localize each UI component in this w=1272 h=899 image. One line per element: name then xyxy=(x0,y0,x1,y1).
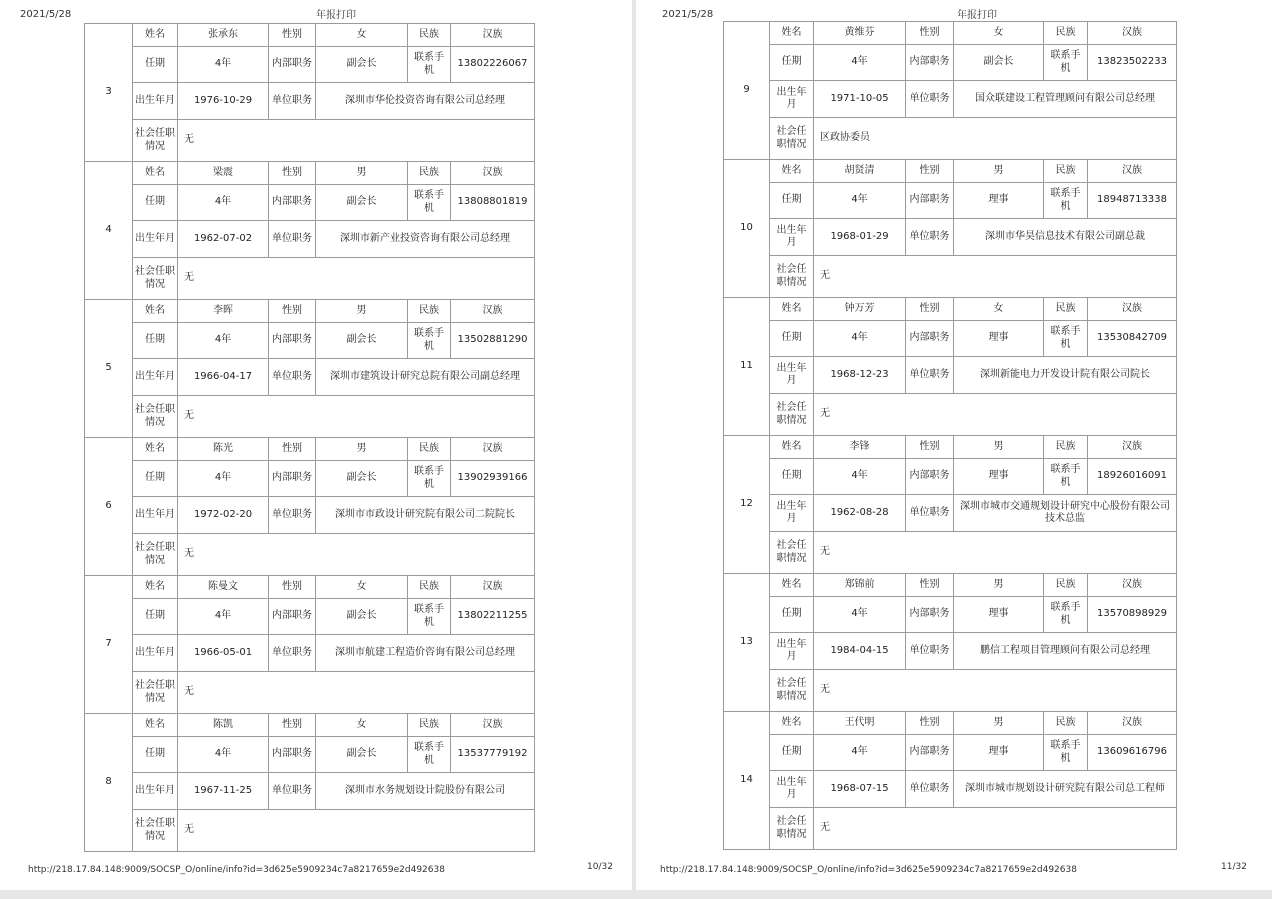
label-internal-post: 内部职务 xyxy=(269,737,316,773)
member-gender: 女 xyxy=(954,298,1044,321)
label-social-post: 社会任职情况 xyxy=(770,532,814,574)
label-gender: 性别 xyxy=(906,160,954,183)
member-gender: 男 xyxy=(954,712,1044,735)
member-birth: 1968-07-15 xyxy=(814,771,906,808)
member-work-post: 深圳市华伦投资咨询有限公司总经理 xyxy=(316,83,535,120)
print-date: 2021/5/28 xyxy=(20,9,72,20)
label-term: 任期 xyxy=(770,321,814,357)
member-name: 李晖 xyxy=(178,300,269,323)
label-internal-post: 内部职务 xyxy=(269,323,316,359)
member-gender: 男 xyxy=(954,436,1044,459)
label-gender: 性别 xyxy=(269,576,316,599)
label-ethnicity: 民族 xyxy=(1044,574,1088,597)
label-phone: 联系手机 xyxy=(1044,183,1088,219)
member-gender: 男 xyxy=(316,162,408,185)
label-phone: 联系手机 xyxy=(408,599,451,635)
member-phone: 13570898929 xyxy=(1088,597,1177,633)
member-row-term xyxy=(85,737,535,773)
member-row-term xyxy=(85,185,535,221)
print-title: 年报打印 xyxy=(316,10,356,21)
member-ethnicity: 汉族 xyxy=(451,24,535,47)
label-birth: 出生年月 xyxy=(133,497,178,534)
label-social-post: 社会任职情况 xyxy=(133,396,178,438)
member-work-post: 深圳市城市规划设计研究院有限公司总工程师 xyxy=(954,771,1177,808)
label-birth: 出生年月 xyxy=(133,359,178,396)
member-row-name xyxy=(85,162,535,185)
label-ethnicity: 民族 xyxy=(408,162,451,185)
label-name: 姓名 xyxy=(133,24,178,47)
print-title: 年报打印 xyxy=(957,10,997,21)
member-term: 4年 xyxy=(814,597,906,633)
label-work-post: 单位职务 xyxy=(906,771,954,808)
label-birth: 出生年月 xyxy=(770,219,814,256)
member-internal-post: 副会长 xyxy=(316,461,408,497)
member-work-post: 深圳市市政设计研究院有限公司二院院长 xyxy=(316,497,535,534)
member-work-post: 深圳市建筑设计研究总院有限公司副总经理 xyxy=(316,359,535,396)
label-social-post: 社会任职情况 xyxy=(770,394,814,436)
label-phone: 联系手机 xyxy=(408,47,451,83)
label-social-post: 社会任职情况 xyxy=(133,534,178,576)
label-work-post: 单位职务 xyxy=(906,633,954,670)
label-name: 姓名 xyxy=(133,576,178,599)
member-internal-post: 副会长 xyxy=(316,185,408,221)
member-gender: 女 xyxy=(954,22,1044,45)
member-row-social xyxy=(85,810,535,852)
member-name: 陈凯 xyxy=(178,714,269,737)
label-gender: 性别 xyxy=(269,24,316,47)
member-social-post: 无 xyxy=(814,394,1177,436)
member-phone: 13802226067 xyxy=(451,47,535,83)
page-number: 10/32 xyxy=(587,862,613,872)
label-social-post: 社会任职情况 xyxy=(133,672,178,714)
member-gender: 男 xyxy=(316,300,408,323)
member-row-birth xyxy=(724,633,1177,670)
label-name: 姓名 xyxy=(770,436,814,459)
member-term: 4年 xyxy=(814,183,906,219)
member-row-term xyxy=(724,459,1177,495)
member-name: 张承东 xyxy=(178,24,269,47)
label-internal-post: 内部职务 xyxy=(269,599,316,635)
member-phone: 13902939166 xyxy=(451,461,535,497)
member-row-name xyxy=(85,300,535,323)
member-work-post: 深圳市航建工程造价咨询有限公司总经理 xyxy=(316,635,535,672)
member-birth: 1966-05-01 xyxy=(178,635,269,672)
member-number: 9 xyxy=(724,22,770,160)
member-internal-post: 理事 xyxy=(954,459,1044,495)
label-birth: 出生年月 xyxy=(133,773,178,810)
member-row-name xyxy=(85,576,535,599)
label-ethnicity: 民族 xyxy=(1044,436,1088,459)
member-row-birth xyxy=(85,83,535,120)
label-term: 任期 xyxy=(133,599,178,635)
member-ethnicity: 汉族 xyxy=(1088,574,1177,597)
member-ethnicity: 汉族 xyxy=(451,576,535,599)
member-name: 李锋 xyxy=(814,436,906,459)
member-name: 钟万芳 xyxy=(814,298,906,321)
member-number: 14 xyxy=(724,712,770,850)
label-term: 任期 xyxy=(133,461,178,497)
label-name: 姓名 xyxy=(770,160,814,183)
label-birth: 出生年月 xyxy=(770,81,814,118)
member-birth: 1962-07-02 xyxy=(178,221,269,258)
member-internal-post: 理事 xyxy=(954,597,1044,633)
member-row-social xyxy=(85,396,535,438)
label-name: 姓名 xyxy=(770,574,814,597)
member-social-post: 无 xyxy=(178,396,535,438)
member-work-post: 国众联建设工程管理顾问有限公司总经理 xyxy=(954,81,1177,118)
member-row-birth xyxy=(724,495,1177,532)
member-row-birth xyxy=(85,635,535,672)
member-term: 4年 xyxy=(814,321,906,357)
label-work-post: 单位职务 xyxy=(906,219,954,256)
member-number: 8 xyxy=(85,714,133,852)
member-row-social xyxy=(724,118,1177,160)
member-row-name xyxy=(724,712,1177,735)
label-phone: 联系手机 xyxy=(1044,459,1088,495)
label-ethnicity: 民族 xyxy=(408,24,451,47)
member-birth: 1968-01-29 xyxy=(814,219,906,256)
label-name: 姓名 xyxy=(133,438,178,461)
label-work-post: 单位职务 xyxy=(269,83,316,120)
member-row-name xyxy=(724,298,1177,321)
member-number: 4 xyxy=(85,162,133,300)
member-number: 10 xyxy=(724,160,770,298)
member-birth: 1968-12-23 xyxy=(814,357,906,394)
member-row-name xyxy=(85,24,535,47)
member-row-term xyxy=(724,321,1177,357)
member-work-post: 深圳市新产业投资咨询有限公司总经理 xyxy=(316,221,535,258)
label-work-post: 单位职务 xyxy=(269,359,316,396)
member-social-post: 无 xyxy=(814,532,1177,574)
label-gender: 性别 xyxy=(906,436,954,459)
label-birth: 出生年月 xyxy=(133,83,178,120)
member-term: 4年 xyxy=(178,323,269,359)
member-social-post: 无 xyxy=(814,808,1177,850)
member-birth: 1967-11-25 xyxy=(178,773,269,810)
member-row-term xyxy=(724,183,1177,219)
member-birth: 1984-04-15 xyxy=(814,633,906,670)
print-date: 2021/5/28 xyxy=(662,9,714,20)
member-row-birth xyxy=(85,497,535,534)
label-ethnicity: 民族 xyxy=(408,576,451,599)
member-internal-post: 理事 xyxy=(954,735,1044,771)
member-ethnicity: 汉族 xyxy=(1088,298,1177,321)
member-term: 4年 xyxy=(178,185,269,221)
label-phone: 联系手机 xyxy=(1044,45,1088,81)
footer-url: http://218.17.84.148:9009/SOCSP_O/online/info?id=3d625e5909234c7a8217659e2d492638 xyxy=(28,865,445,875)
member-row-birth xyxy=(85,359,535,396)
member-social-post: 无 xyxy=(178,534,535,576)
label-name: 姓名 xyxy=(770,22,814,45)
member-ethnicity: 汉族 xyxy=(1088,436,1177,459)
member-row-social xyxy=(724,808,1177,850)
label-internal-post: 内部职务 xyxy=(906,735,954,771)
label-social-post: 社会任职情况 xyxy=(133,258,178,300)
member-term: 4年 xyxy=(178,599,269,635)
label-phone: 联系手机 xyxy=(408,185,451,221)
label-internal-post: 内部职务 xyxy=(906,597,954,633)
label-social-post: 社会任职情况 xyxy=(770,118,814,160)
label-term: 任期 xyxy=(770,735,814,771)
member-row-name xyxy=(85,714,535,737)
member-phone: 13537779192 xyxy=(451,737,535,773)
label-term: 任期 xyxy=(770,183,814,219)
label-term: 任期 xyxy=(133,323,178,359)
member-birth: 1972-02-20 xyxy=(178,497,269,534)
label-work-post: 单位职务 xyxy=(906,357,954,394)
member-row-social xyxy=(85,258,535,300)
member-row-term xyxy=(724,735,1177,771)
label-birth: 出生年月 xyxy=(770,771,814,808)
label-social-post: 社会任职情况 xyxy=(770,256,814,298)
member-social-post: 无 xyxy=(178,810,535,852)
label-gender: 性别 xyxy=(906,712,954,735)
label-term: 任期 xyxy=(770,597,814,633)
member-row-term xyxy=(85,599,535,635)
member-row-birth xyxy=(85,773,535,810)
label-gender: 性别 xyxy=(906,574,954,597)
member-ethnicity: 汉族 xyxy=(1088,160,1177,183)
label-internal-post: 内部职务 xyxy=(269,185,316,221)
member-internal-post: 副会长 xyxy=(316,323,408,359)
member-phone: 18926016091 xyxy=(1088,459,1177,495)
label-work-post: 单位职务 xyxy=(906,495,954,532)
label-work-post: 单位职务 xyxy=(906,81,954,118)
member-row-name xyxy=(724,22,1177,45)
member-birth: 1976-10-29 xyxy=(178,83,269,120)
label-phone: 联系手机 xyxy=(1044,735,1088,771)
member-birth: 1966-04-17 xyxy=(178,359,269,396)
member-row-name xyxy=(724,574,1177,597)
label-gender: 性别 xyxy=(269,300,316,323)
label-social-post: 社会任职情况 xyxy=(133,810,178,852)
member-phone: 13802211255 xyxy=(451,599,535,635)
label-gender: 性别 xyxy=(906,22,954,45)
member-name: 黄维芬 xyxy=(814,22,906,45)
member-internal-post: 副会长 xyxy=(954,45,1044,81)
member-row-term xyxy=(85,323,535,359)
member-ethnicity: 汉族 xyxy=(451,438,535,461)
label-ethnicity: 民族 xyxy=(408,714,451,737)
label-name: 姓名 xyxy=(133,162,178,185)
member-gender: 女 xyxy=(316,576,408,599)
member-term: 4年 xyxy=(814,45,906,81)
member-internal-post: 理事 xyxy=(954,183,1044,219)
label-birth: 出生年月 xyxy=(133,635,178,672)
label-phone: 联系手机 xyxy=(1044,597,1088,633)
label-social-post: 社会任职情况 xyxy=(770,808,814,850)
report-page-right xyxy=(636,0,1272,890)
member-row-social xyxy=(85,534,535,576)
member-social-post: 无 xyxy=(814,670,1177,712)
member-ethnicity: 汉族 xyxy=(451,714,535,737)
member-term: 4年 xyxy=(178,461,269,497)
member-phone: 13609616796 xyxy=(1088,735,1177,771)
member-table xyxy=(84,23,535,852)
member-internal-post: 副会长 xyxy=(316,599,408,635)
label-name: 姓名 xyxy=(133,714,178,737)
label-birth: 出生年月 xyxy=(770,495,814,532)
label-birth: 出生年月 xyxy=(770,633,814,670)
member-row-term xyxy=(85,461,535,497)
label-internal-post: 内部职务 xyxy=(269,461,316,497)
member-name: 王代明 xyxy=(814,712,906,735)
member-number: 7 xyxy=(85,576,133,714)
member-row-term xyxy=(85,47,535,83)
label-social-post: 社会任职情况 xyxy=(133,120,178,162)
member-row-birth xyxy=(724,357,1177,394)
member-name: 陈光 xyxy=(178,438,269,461)
member-social-post: 区政协委员 xyxy=(814,118,1177,160)
member-work-post: 鹏信工程项目管理顾问有限公司总经理 xyxy=(954,633,1177,670)
member-work-post: 深圳市水务规划设计院股份有限公司 xyxy=(316,773,535,810)
label-ethnicity: 民族 xyxy=(408,300,451,323)
label-birth: 出生年月 xyxy=(770,357,814,394)
member-social-post: 无 xyxy=(178,258,535,300)
member-ethnicity: 汉族 xyxy=(1088,712,1177,735)
label-ethnicity: 民族 xyxy=(1044,298,1088,321)
member-number: 13 xyxy=(724,574,770,712)
member-row-birth xyxy=(724,771,1177,808)
member-birth: 1962-08-28 xyxy=(814,495,906,532)
member-birth: 1971-10-05 xyxy=(814,81,906,118)
label-internal-post: 内部职务 xyxy=(906,183,954,219)
label-gender: 性别 xyxy=(269,714,316,737)
label-ethnicity: 民族 xyxy=(408,438,451,461)
label-internal-post: 内部职务 xyxy=(906,459,954,495)
label-work-post: 单位职务 xyxy=(269,497,316,534)
member-name: 郑锦前 xyxy=(814,574,906,597)
label-ethnicity: 民族 xyxy=(1044,160,1088,183)
label-ethnicity: 民族 xyxy=(1044,712,1088,735)
member-row-social xyxy=(85,120,535,162)
member-work-post: 深圳市城市交通规划设计研究中心股份有限公司技术总监 xyxy=(954,495,1177,532)
label-internal-post: 内部职务 xyxy=(906,45,954,81)
label-gender: 性别 xyxy=(269,438,316,461)
member-number: 12 xyxy=(724,436,770,574)
label-term: 任期 xyxy=(133,47,178,83)
member-term: 4年 xyxy=(178,47,269,83)
member-row-birth xyxy=(724,219,1177,256)
label-work-post: 单位职务 xyxy=(269,635,316,672)
member-term: 4年 xyxy=(814,459,906,495)
member-internal-post: 副会长 xyxy=(316,737,408,773)
member-row-social xyxy=(85,672,535,714)
member-row-term xyxy=(724,597,1177,633)
label-work-post: 单位职务 xyxy=(269,773,316,810)
label-name: 姓名 xyxy=(133,300,178,323)
member-ethnicity: 汉族 xyxy=(1088,22,1177,45)
label-gender: 性别 xyxy=(906,298,954,321)
label-ethnicity: 民族 xyxy=(1044,22,1088,45)
label-name: 姓名 xyxy=(770,712,814,735)
member-phone: 13530842709 xyxy=(1088,321,1177,357)
member-number: 6 xyxy=(85,438,133,576)
label-internal-post: 内部职务 xyxy=(906,321,954,357)
member-ethnicity: 汉族 xyxy=(451,300,535,323)
footer-url: http://218.17.84.148:9009/SOCSP_O/online/info?id=3d625e5909234c7a8217659e2d492638 xyxy=(660,865,1077,875)
member-row-social xyxy=(724,256,1177,298)
member-internal-post: 副会长 xyxy=(316,47,408,83)
label-phone: 联系手机 xyxy=(408,461,451,497)
member-ethnicity: 汉族 xyxy=(451,162,535,185)
member-number: 3 xyxy=(85,24,133,162)
member-phone: 13823502233 xyxy=(1088,45,1177,81)
member-number: 5 xyxy=(85,300,133,438)
member-number: 11 xyxy=(724,298,770,436)
page-number: 11/32 xyxy=(1221,862,1247,872)
member-gender: 男 xyxy=(954,574,1044,597)
member-row-social xyxy=(724,394,1177,436)
member-row-name xyxy=(85,438,535,461)
member-term: 4年 xyxy=(814,735,906,771)
label-gender: 性别 xyxy=(269,162,316,185)
label-phone: 联系手机 xyxy=(408,737,451,773)
member-row-name xyxy=(724,436,1177,459)
label-internal-post: 内部职务 xyxy=(269,47,316,83)
member-name: 陈曼文 xyxy=(178,576,269,599)
member-term: 4年 xyxy=(178,737,269,773)
member-gender: 男 xyxy=(316,438,408,461)
label-term: 任期 xyxy=(770,459,814,495)
member-phone: 18948713338 xyxy=(1088,183,1177,219)
label-phone: 联系手机 xyxy=(1044,321,1088,357)
label-social-post: 社会任职情况 xyxy=(770,670,814,712)
member-name: 梁震 xyxy=(178,162,269,185)
label-birth: 出生年月 xyxy=(133,221,178,258)
member-table xyxy=(723,21,1177,850)
member-row-term xyxy=(724,45,1177,81)
member-internal-post: 理事 xyxy=(954,321,1044,357)
member-row-birth xyxy=(724,81,1177,118)
label-term: 任期 xyxy=(133,185,178,221)
member-gender: 女 xyxy=(316,24,408,47)
label-name: 姓名 xyxy=(770,298,814,321)
label-work-post: 单位职务 xyxy=(269,221,316,258)
member-phone: 13502881290 xyxy=(451,323,535,359)
member-work-post: 深圳市华昊信息技术有限公司副总裁 xyxy=(954,219,1177,256)
label-term: 任期 xyxy=(133,737,178,773)
member-social-post: 无 xyxy=(814,256,1177,298)
member-social-post: 无 xyxy=(178,120,535,162)
member-row-social xyxy=(724,670,1177,712)
member-row-birth xyxy=(85,221,535,258)
member-gender: 男 xyxy=(954,160,1044,183)
member-phone: 13808801819 xyxy=(451,185,535,221)
member-name: 胡贤清 xyxy=(814,160,906,183)
member-social-post: 无 xyxy=(178,672,535,714)
member-row-name xyxy=(724,160,1177,183)
label-term: 任期 xyxy=(770,45,814,81)
label-phone: 联系手机 xyxy=(408,323,451,359)
member-gender: 女 xyxy=(316,714,408,737)
member-row-social xyxy=(724,532,1177,574)
report-page-left xyxy=(0,0,632,890)
member-work-post: 深圳新能电力开发设计院有限公司院长 xyxy=(954,357,1177,394)
